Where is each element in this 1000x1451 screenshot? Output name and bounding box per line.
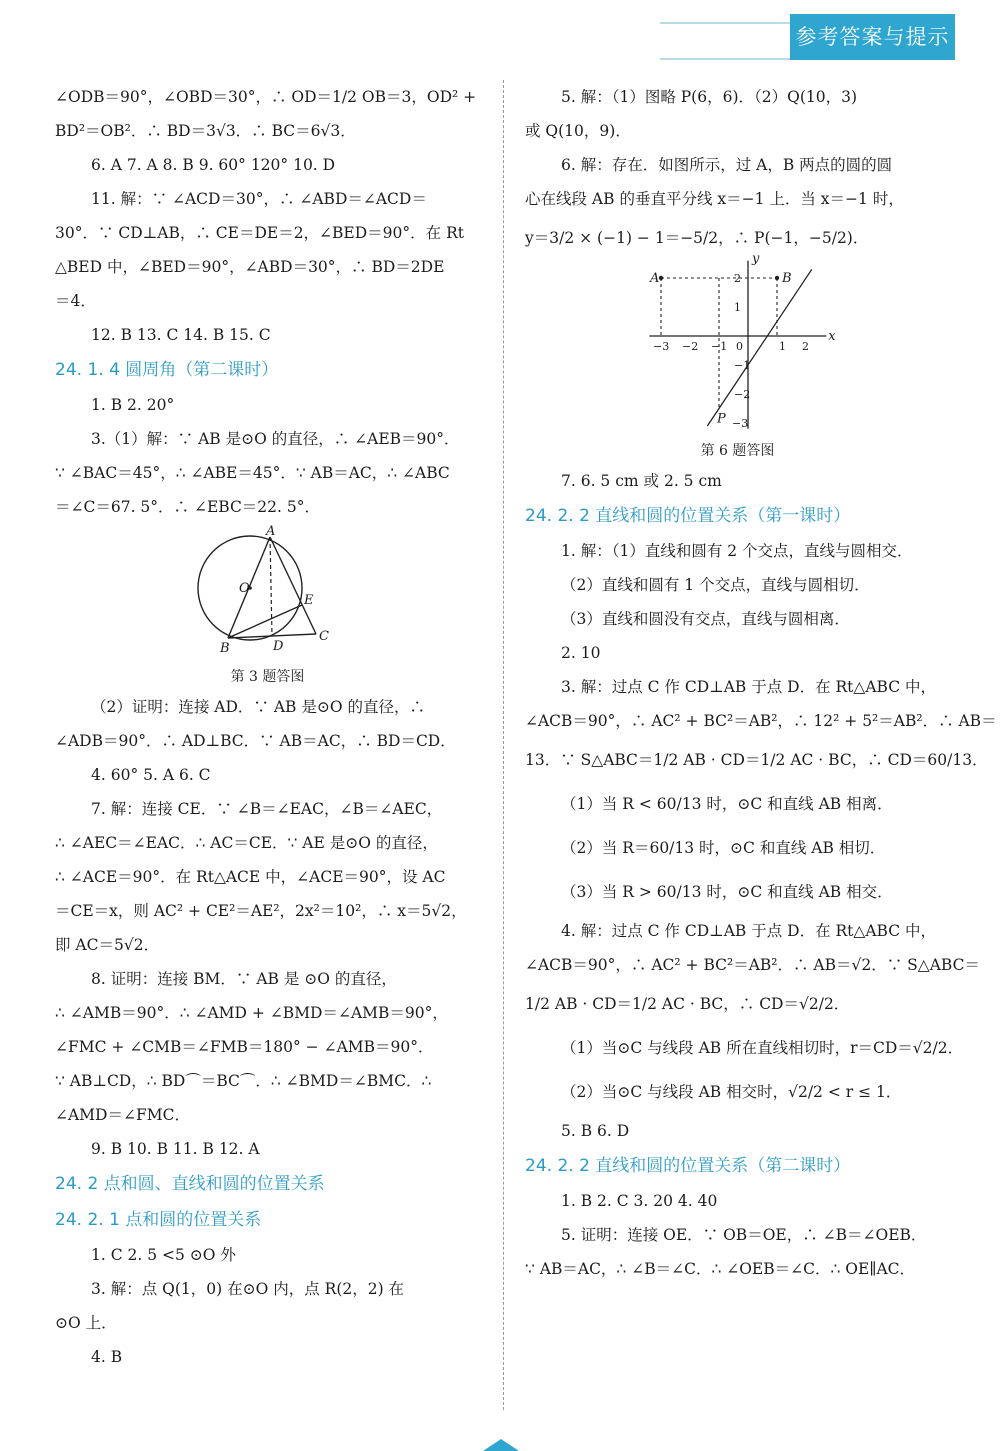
answer-line: 7. 解：连接 CE．∵ ∠B＝∠EAC，∠B＝∠AEC， [91,800,443,818]
figure-caption: 第 3 题答图 [230,669,305,685]
segment-ac [270,537,316,634]
answer-line: ∴ ∠AEC＝∠EAC．∴ AC＝CE．∵ AE 是⊙O 的直径， [55,834,438,852]
label-a: A [265,524,275,539]
answer-line: 7. 6. 5 cm 或 2. 5 cm [561,472,722,490]
answer-line: ∵ AB＝AC，∴ ∠B＝∠C．∴ ∠OEB＝∠C．∴ OE∥AC． [525,1260,915,1278]
label-a: A [649,271,659,286]
answer-line: （2）当 R＝60/13 时，⊙C 和直线 AB 相切． [561,839,886,857]
answer-line: 4. 60° 5. A 6. C [91,766,211,784]
label-o: O [238,581,250,596]
answer-line: ∠ACB＝90°，∴ AC² + BC²＝AB²．∴ AB＝√2．∵ S△ABC＝ [525,956,980,974]
answer-line: 11. 解：∵ ∠ACD＝30°，∴ ∠ABD＝∠ACD＝ [91,190,427,208]
tick-label-7: 2 [733,272,741,285]
figure-caption: 第 6 题答图 [700,443,775,459]
figure-coordinate-plane [648,251,836,434]
right-column [525,80,997,1286]
answer-line: ∠ADB＝90°．∴ AD⊥BC．∵ AB＝AC，∴ BD＝CD． [55,732,456,750]
section-heading: 24. 2. 2 直线和圆的位置关系（第一课时） [525,506,851,526]
section-heading: 24. 2. 2 直线和圆的位置关系（第二课时） [525,1156,851,1176]
answer-line: 13．∵ S△ABC＝1/2 AB · CD＝1/2 AC · BC，∴ CD＝60/13． [525,751,988,769]
answer-line: y＝3/2 × (−1) − 1＝−5/2，∴ P(−1，−5/2)． [525,229,869,247]
figure-circle-triangle [193,524,343,660]
section-heading: 24. 2 点和圆、直线和圆的位置关系 [55,1174,325,1194]
answer-line: 30°．∵ CD⊥AB，∴ CE＝DE＝2，∠BED＝90°．在 Rt [55,224,464,242]
answer-line: ∠ACB＝90°，∴ AC² + BC²＝AB²，∴ 12² + 5²＝AB²．∴ AB＝ [525,712,997,730]
answer-line: 8. 证明：连接 BM．∵ AB 是 ⊙O 的直径， [91,970,397,988]
tick-label-8: −1 [733,359,750,372]
answer-line: ∴ ∠AMB＝90°．∴ ∠AMD + ∠BMD＝∠AMB＝90°， [55,1004,448,1022]
header-band [660,22,790,60]
section-heading: 24. 1. 4 圆周角（第二课时） [55,360,279,380]
answer-line: 4. 解：过点 C 作 CD⊥AB 于点 D．在 Rt△ABC 中， [561,922,936,940]
answer-line: BD²＝OB²．∴ BD＝3√3．∴ BC＝6√3． [55,122,356,140]
answer-line: 9. B 10. B 11. B 12. A [91,1140,260,1158]
point-a [658,276,662,280]
answer-line: ∵ AB⊥CD，∴ BD⌒＝BC⌒．∴ ∠BMD＝∠BMC．∴ [55,1072,432,1090]
answer-line: 或 Q(10，9)． [525,122,631,140]
answer-line: ∠AMD＝∠FMC． [55,1106,190,1124]
label-x: x [827,329,836,344]
answer-line: ＝4． [55,292,96,310]
tick-label-4: 1 [778,340,786,353]
answer-line: 3. 解：过点 C 作 CD⊥AB 于点 D．在 Rt△ABC 中， [561,678,936,696]
answer-line: ＝∠C＝67. 5°．∴ ∠EBC＝22. 5°． [55,498,320,516]
answer-line: （3）当 R > 60/13 时，⊙C 和直线 AB 相交． [561,883,893,901]
label-origin: 0 [735,340,743,353]
answer-line: 5. 证明：连接 OE．∵ OB＝OE，∴ ∠B＝∠OEB． [561,1226,927,1244]
label-y: y [751,251,759,267]
answer-line: 即 AC＝5√2． [55,936,160,954]
tick-label-9: −2 [733,388,750,401]
answer-line: （1）当 R < 60/13 时，⊙C 和直线 AB 相离． [561,795,893,813]
answer-line: 1. 解：（1）直线和圆有 2 个交点，直线与圆相交． [561,542,913,560]
segment-ad [270,537,272,636]
answer-line: （1）当⊙C 与线段 AB 所在直线相切时，r＝CD＝√2/2． [561,1039,964,1057]
answer-line: （2）直线和圆有 1 个交点，直线与圆相切． [561,576,870,594]
page-marker [483,1439,519,1451]
answer-line: ∵ ∠BAC＝45°，∴ ∠ABE＝45°．∵ AB＝AC，∴ ∠ABC [55,464,450,482]
answer-line: 3. 解：点 Q(1，0) 在⊙O 内，点 R(2，2) 在 [91,1280,405,1298]
label-d: D [272,639,283,654]
answer-line: 5. B 6. D [561,1122,630,1140]
answer-line: 2. 10 [561,644,601,662]
answer-line: （2）当⊙C 与线段 AB 相交时，√2/2 < r ≤ 1． [561,1083,902,1101]
section-tag: 参考答案与提示 [790,14,955,60]
answer-line: △BED 中，∠BED＝90°，∠ABD＝30°，∴ BD＝2DE [55,258,445,276]
answer-line: 心在线段 AB 的垂直平分线 x＝−1 上．当 x＝−1 时， [525,190,904,208]
label-e: E [303,593,313,608]
answer-line: 4. B [91,1348,123,1366]
answer-line: （2）证明：连接 AD．∵ AB 是⊙O 的直径，∴ [91,698,425,716]
answer-line: ⊙O 上． [55,1314,117,1332]
answer-line: （3）直线和圆没有交点，直线与圆相离． [561,610,850,628]
answer-line: 1/2 AB · CD＝1/2 AC · BC，∴ CD＝√2/2． [525,995,850,1013]
answer-line: 6. A 7. A 8. B 9. 60° 120° 10. D [91,156,336,174]
tick-label-1: −3 [652,340,669,353]
answer-line: 3.（1）解：∵ AB 是⊙O 的直径，∴ ∠AEB＝90°． [91,430,460,448]
section-heading: 24. 2. 1 点和圆的位置关系 [55,1210,262,1230]
label-p: P [716,411,726,427]
tick-label-5: 2 [801,340,809,353]
label-c: C [318,629,329,644]
answer-line: 1. B 2. 20° [91,396,175,414]
answer-line: ∠FMC + ∠CMB＝∠FMB＝180° − ∠AMB＝90°． [55,1038,434,1056]
answer-line: ∴ ∠ACE＝90°．在 Rt△ACE 中，∠ACE＝90°，设 AC [55,868,446,886]
figure-coordinate-plane-svg [648,251,836,434]
point-b [774,276,778,280]
column-divider [503,80,505,1410]
answer-line: 6. 解：存在．如图所示，过 A，B 两点的圆的圆 [561,156,893,174]
left-column [55,80,480,1374]
tick-label-10: −3 [731,417,748,430]
label-b: B [219,641,230,656]
answer-line: 5. 解：（1）图略 P(6，6)．（2）Q(10，3) [561,88,857,106]
answer-line: 1. C 2. 5 <5 ⊙O 外 [91,1246,236,1264]
answer-line: ∠ODB＝90°，∠OBD＝30°，∴ OD＝1/2 OB＝3，OD² + [55,88,477,106]
figure-circle-triangle-svg [193,524,343,660]
label-b: B [781,271,792,286]
answer-line: 1. B 2. C 3. 20 4. 40 [561,1192,718,1210]
tick-label-3: −1 [710,340,727,353]
answer-line: 12. B 13. C 14. B 15. C [91,326,271,344]
tick-label-6: 1 [733,301,741,314]
tick-label-2: −2 [681,340,698,353]
answer-line: ＝CE＝x，则 AC² + CE²＝AE²，2x²＝10²，∴ x＝5√2， [55,902,467,920]
